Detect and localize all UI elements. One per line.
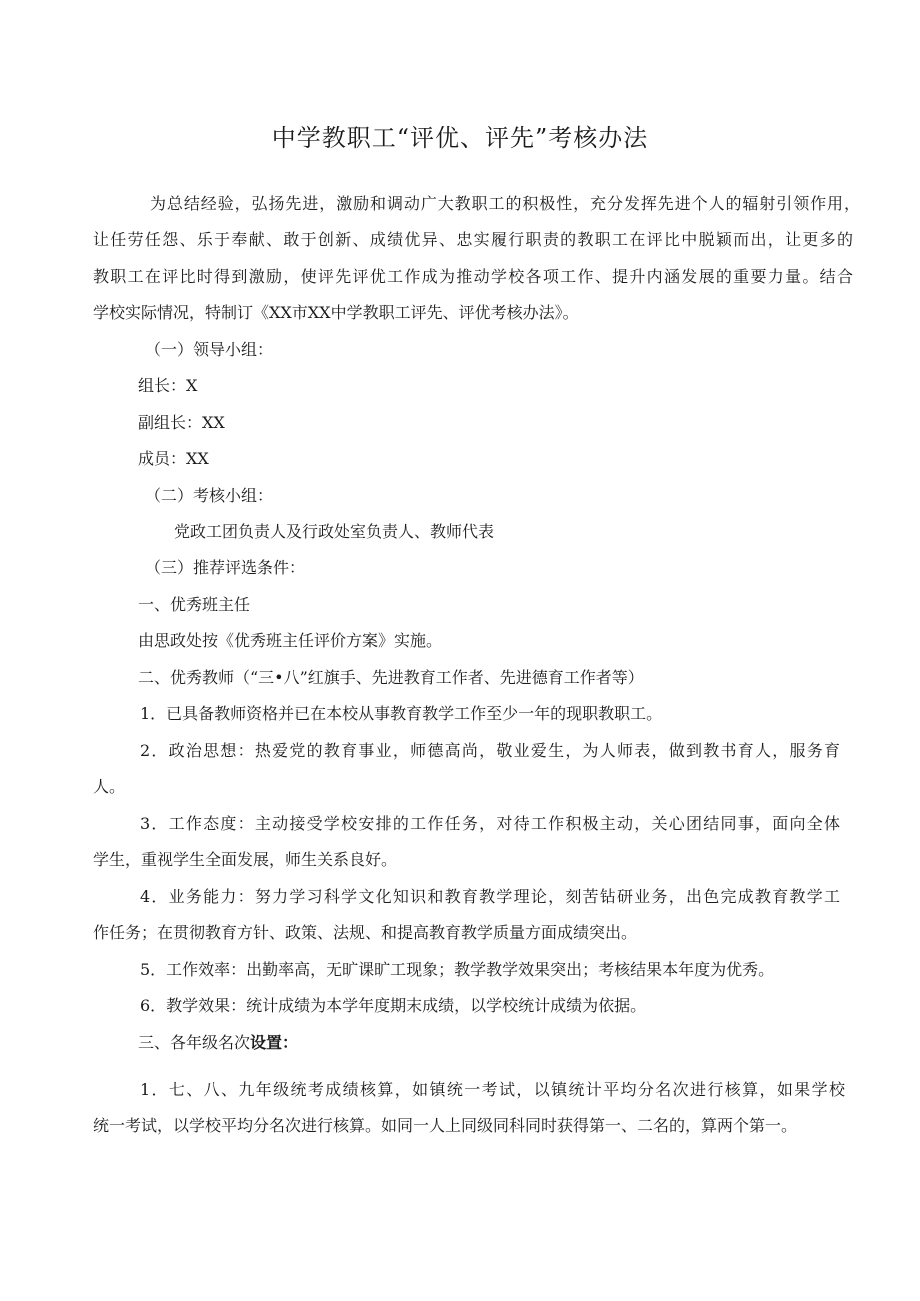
grade-rule-line-1: 1．七、八、九年级统考成绩核算，如镇统一考试，以镇统计平均分名次进行核算，如果学校 xyxy=(140,1080,845,1099)
criterion-5: 5．工作效率：出勤率高，无旷课旷工现象；教学教学效果突出；考核结果本年度为优秀。 xyxy=(140,960,775,979)
criterion-3-line-1: 3．工作态度：主动接受学校安排的工作任务，对待工作积极主动，关心团结同事，面向全体 xyxy=(140,814,840,833)
criterion-1: 1．已具备教师资格并已在本校从事教育教学工作至少一年的现职教职工。 xyxy=(140,704,663,723)
section2-heading: （二）考核小组： xyxy=(145,486,274,505)
intro-line-2: 让任劳任怨、乐于奉献、敢于创新、成绩优异、忠实履行职责的教职工在评比中脱颖而出，让更多的 xyxy=(93,230,853,249)
section3-heading: （三）推荐评选条件： xyxy=(145,558,306,577)
deputy-line: 副组长：XX xyxy=(138,413,225,432)
item2-heading: 二、优秀教师（“三•八”红旗手、先进教育工作者、先进德育工作者等） xyxy=(138,668,644,687)
criterion-3-line-2: 学生，重视学生全面发展，师生关系良好。 xyxy=(93,850,398,869)
criterion-6: 6．教学效果：统计成绩为本学年度期末成绩，以学校统计成绩为依据。 xyxy=(140,996,647,1015)
item1-text: 由思政处按《优秀班主任评价方案》实施。 xyxy=(138,631,443,650)
intro-line-3: 教职工在评比时得到激励，使评先评优工作成为推动学校各项工作、提升内涵发展的重要力量。结合 xyxy=(93,267,853,286)
section1-heading: （一）领导小组： xyxy=(145,340,274,359)
leader-line: 组长：X xyxy=(138,376,198,395)
grade-rule-line-2: 统一考试，以学校平均分名次进行核算。如同一人上同级同科同时获得第一、二名的，算两个第一。 xyxy=(93,1116,798,1135)
criterion-2-line-2: 人。 xyxy=(93,777,126,796)
item3-heading-emphasis: 设置： xyxy=(250,1033,299,1052)
criterion-2-line-1: 2．政治思想：热爱党的教育事业，师德高尚，敬业爱生，为人师表，做到教书育人，服务育 xyxy=(140,741,840,760)
criterion-4-line-2: 作任务；在贯彻教育方针、政策、法规、和提高教育教学质量方面成绩突出。 xyxy=(93,923,638,942)
members-line: 成员：XX xyxy=(138,449,209,468)
section2-text: 党政工团负责人及行政处室负责人、教师代表 xyxy=(174,522,495,541)
item3-heading-text: 三、各年级名次 xyxy=(138,1033,251,1052)
item3-heading xyxy=(138,1033,298,1053)
item1-heading: 一、优秀班主任 xyxy=(138,595,251,614)
intro-line-4: 学校实际情况，特制订《XX市XX中学教职工评先、评优考核办法》。 xyxy=(93,303,579,322)
document-title: 中学教职工“评优、评先”考核办法 xyxy=(271,124,649,152)
intro-line-1: 为总结经验，弘扬先进，激励和调动广大教职工的积极性，充分发挥先进个人的辐射引领作用， xyxy=(150,194,860,213)
criterion-4-line-1: 4．业务能力：努力学习科学文化知识和教育教学理论，刻苦钻研业务，出色完成教育教学工 xyxy=(140,887,840,906)
